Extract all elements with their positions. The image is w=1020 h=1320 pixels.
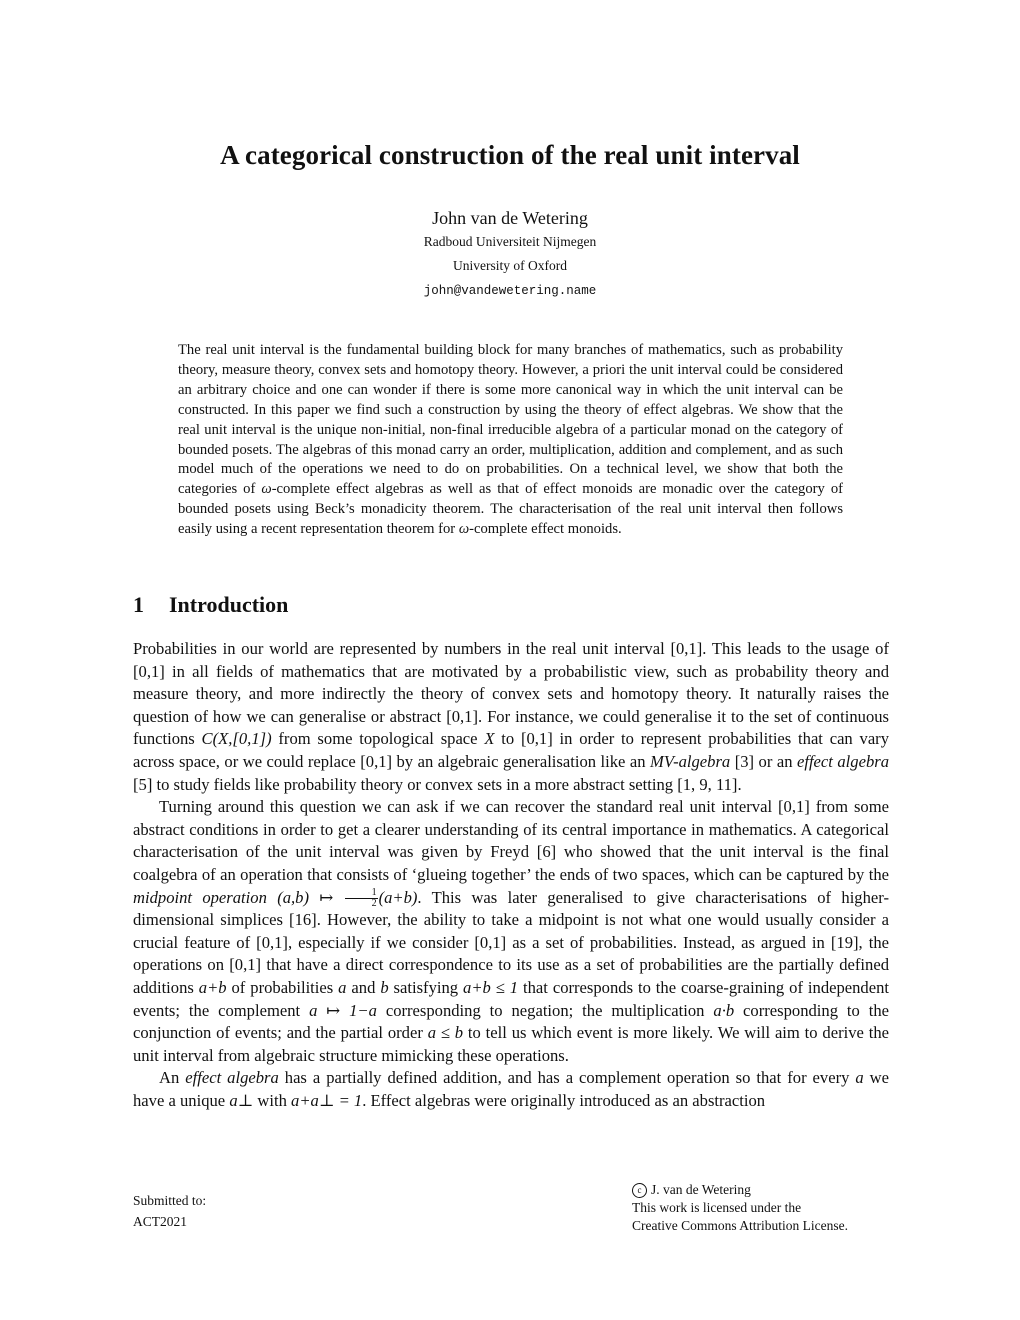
- copyright-icon: c: [632, 1183, 647, 1198]
- author-block: [0, 206, 1020, 304]
- midpoint-operation-term: midpoint operation: [133, 887, 267, 907]
- effect-algebra-term: effect algebra: [185, 1068, 279, 1088]
- license-info: [632, 1181, 848, 1235]
- affiliation-2: University of Oxford: [453, 258, 567, 273]
- effect-algebra-term: effect algebra: [796, 751, 889, 771]
- body-text: [133, 638, 889, 1113]
- affiliation-1: Radboud Universiteit Nijmegen: [423, 234, 597, 249]
- paragraph-2: Turning around this question we can ask if we can recover the standard real unit interval [0,1] from some abstract conditions in order to get a clearer understanding of its central importance in mathematics. A categorical characterisation of the unit interval was given by Freyd [6] who showed that the unit interval is the final coalgebra of an operation that consists of ‘glueing together’ the ends of two spaces, which can be captured by the midpoint operation (a,b) ↦ $\frac{1}{2}$ (a+b). This was later generalised to give characterisations of higher-dimensional simplices [16]. However, the ability to take a midpoint is not what one would usually consider a crucial feature of [0,1], especially if we consider [0,1] as a set of probabilities. Instead, as argued in [19], the operations on [0,1] that have a direct correspondence to its use as a set of probabilities are the partially defined additions a+b of probabilities a and b satisfying a+b ≤ 1 that corresponds to the coarse-graining of independent events; the complement a ↦ 1−a corresponding to negation; the multiplication a·b corresponding to the conjunction of events; and the partial order a ≤ b to tell us which event is more likely. We will aim to derive the unit interval from algebraic structure mimicking these operations.: [133, 797, 890, 1065]
- paper-title: A categorical construction of the real unit interval: [220, 140, 800, 170]
- author-email: john@vandewetering.name: [423, 284, 597, 298]
- omega-symbol: ω: [261, 481, 272, 498]
- mv-algebra-term: MV-algebra: [650, 751, 731, 771]
- paragraph-3: An effect algebra has a partially defined addition, and has a complement operation so that for every a we have a unique a⊥ with a+a⊥ = 1. Effect algebras were originally introduced as an abstraction: [133, 1068, 890, 1110]
- license-line-2: Creative Commons Attribution License.: [632, 1218, 848, 1233]
- venue: ACT2021: [133, 1214, 187, 1229]
- abstract: The real unit interval is the fundamental building block for many branches of mathematics, such as probability theory, measure theory, convex sets and homotopy theory. However, a priori the unit interval could be considered an arbitrary choice and one can wonder if there is some more canonical way in which the unit interval can be constructed. In this paper we find such a construction by using the theory of effect algebras. We show that the real unit interval is the unique non-initial, non-final irreducible algebra of a particular monad on the category of bounded posets. The algebras of this monad carry an order, multiplication, addition and complement, and as such model much of the operations we need to do on probabilities. On a technical level, we show that both the categories of ω-complete effect algebras as well as that of effect monoids are monadic over the category of bounded posets using Beck’s monadicity theorem. The characterisation of the real unit interval then follows easily using a recent representation theorem for ω-complete effect monoids.: [178, 342, 843, 538]
- submission-info: [133, 1190, 206, 1232]
- section-heading: [133, 592, 288, 618]
- submitted-label: Submitted to:: [133, 1193, 207, 1208]
- paragraph-1: Probabilities in our world are represented by numbers in the real unit interval [0,1]. This leads to the usage of [0,1] in all fields of mathematics that are motivated by a probabilistic view, such as probability theory and measure theory, and more indirectly the theory of convex sets and homotopy theory. It naturally raises the question of how we can generalise or abstract [0,1]. For instance, we could generalise it to the set of continuous functions C(X,[0,1]) from some topological space X to [0,1] in order to represent probabilities that can vary across space, or we could replace [0,1] by an algebraic generalisation like an MV-algebra [3] or an effect algebra [5] to study fields like probability theory or convex sets in a more abstract setting [1, 9, 11].: [133, 639, 890, 794]
- fraction-one-half: $\frac{1}{2}$: [345, 888, 378, 909]
- license-line-1: This work is licensed under the: [632, 1200, 802, 1215]
- section-title: Introduction: [169, 592, 289, 617]
- omega-symbol: ω: [458, 521, 470, 538]
- section-number: 1: [133, 592, 144, 617]
- copyright-holder: J. van de Wetering: [651, 1182, 751, 1197]
- author-name: John van de Wetering: [432, 208, 588, 228]
